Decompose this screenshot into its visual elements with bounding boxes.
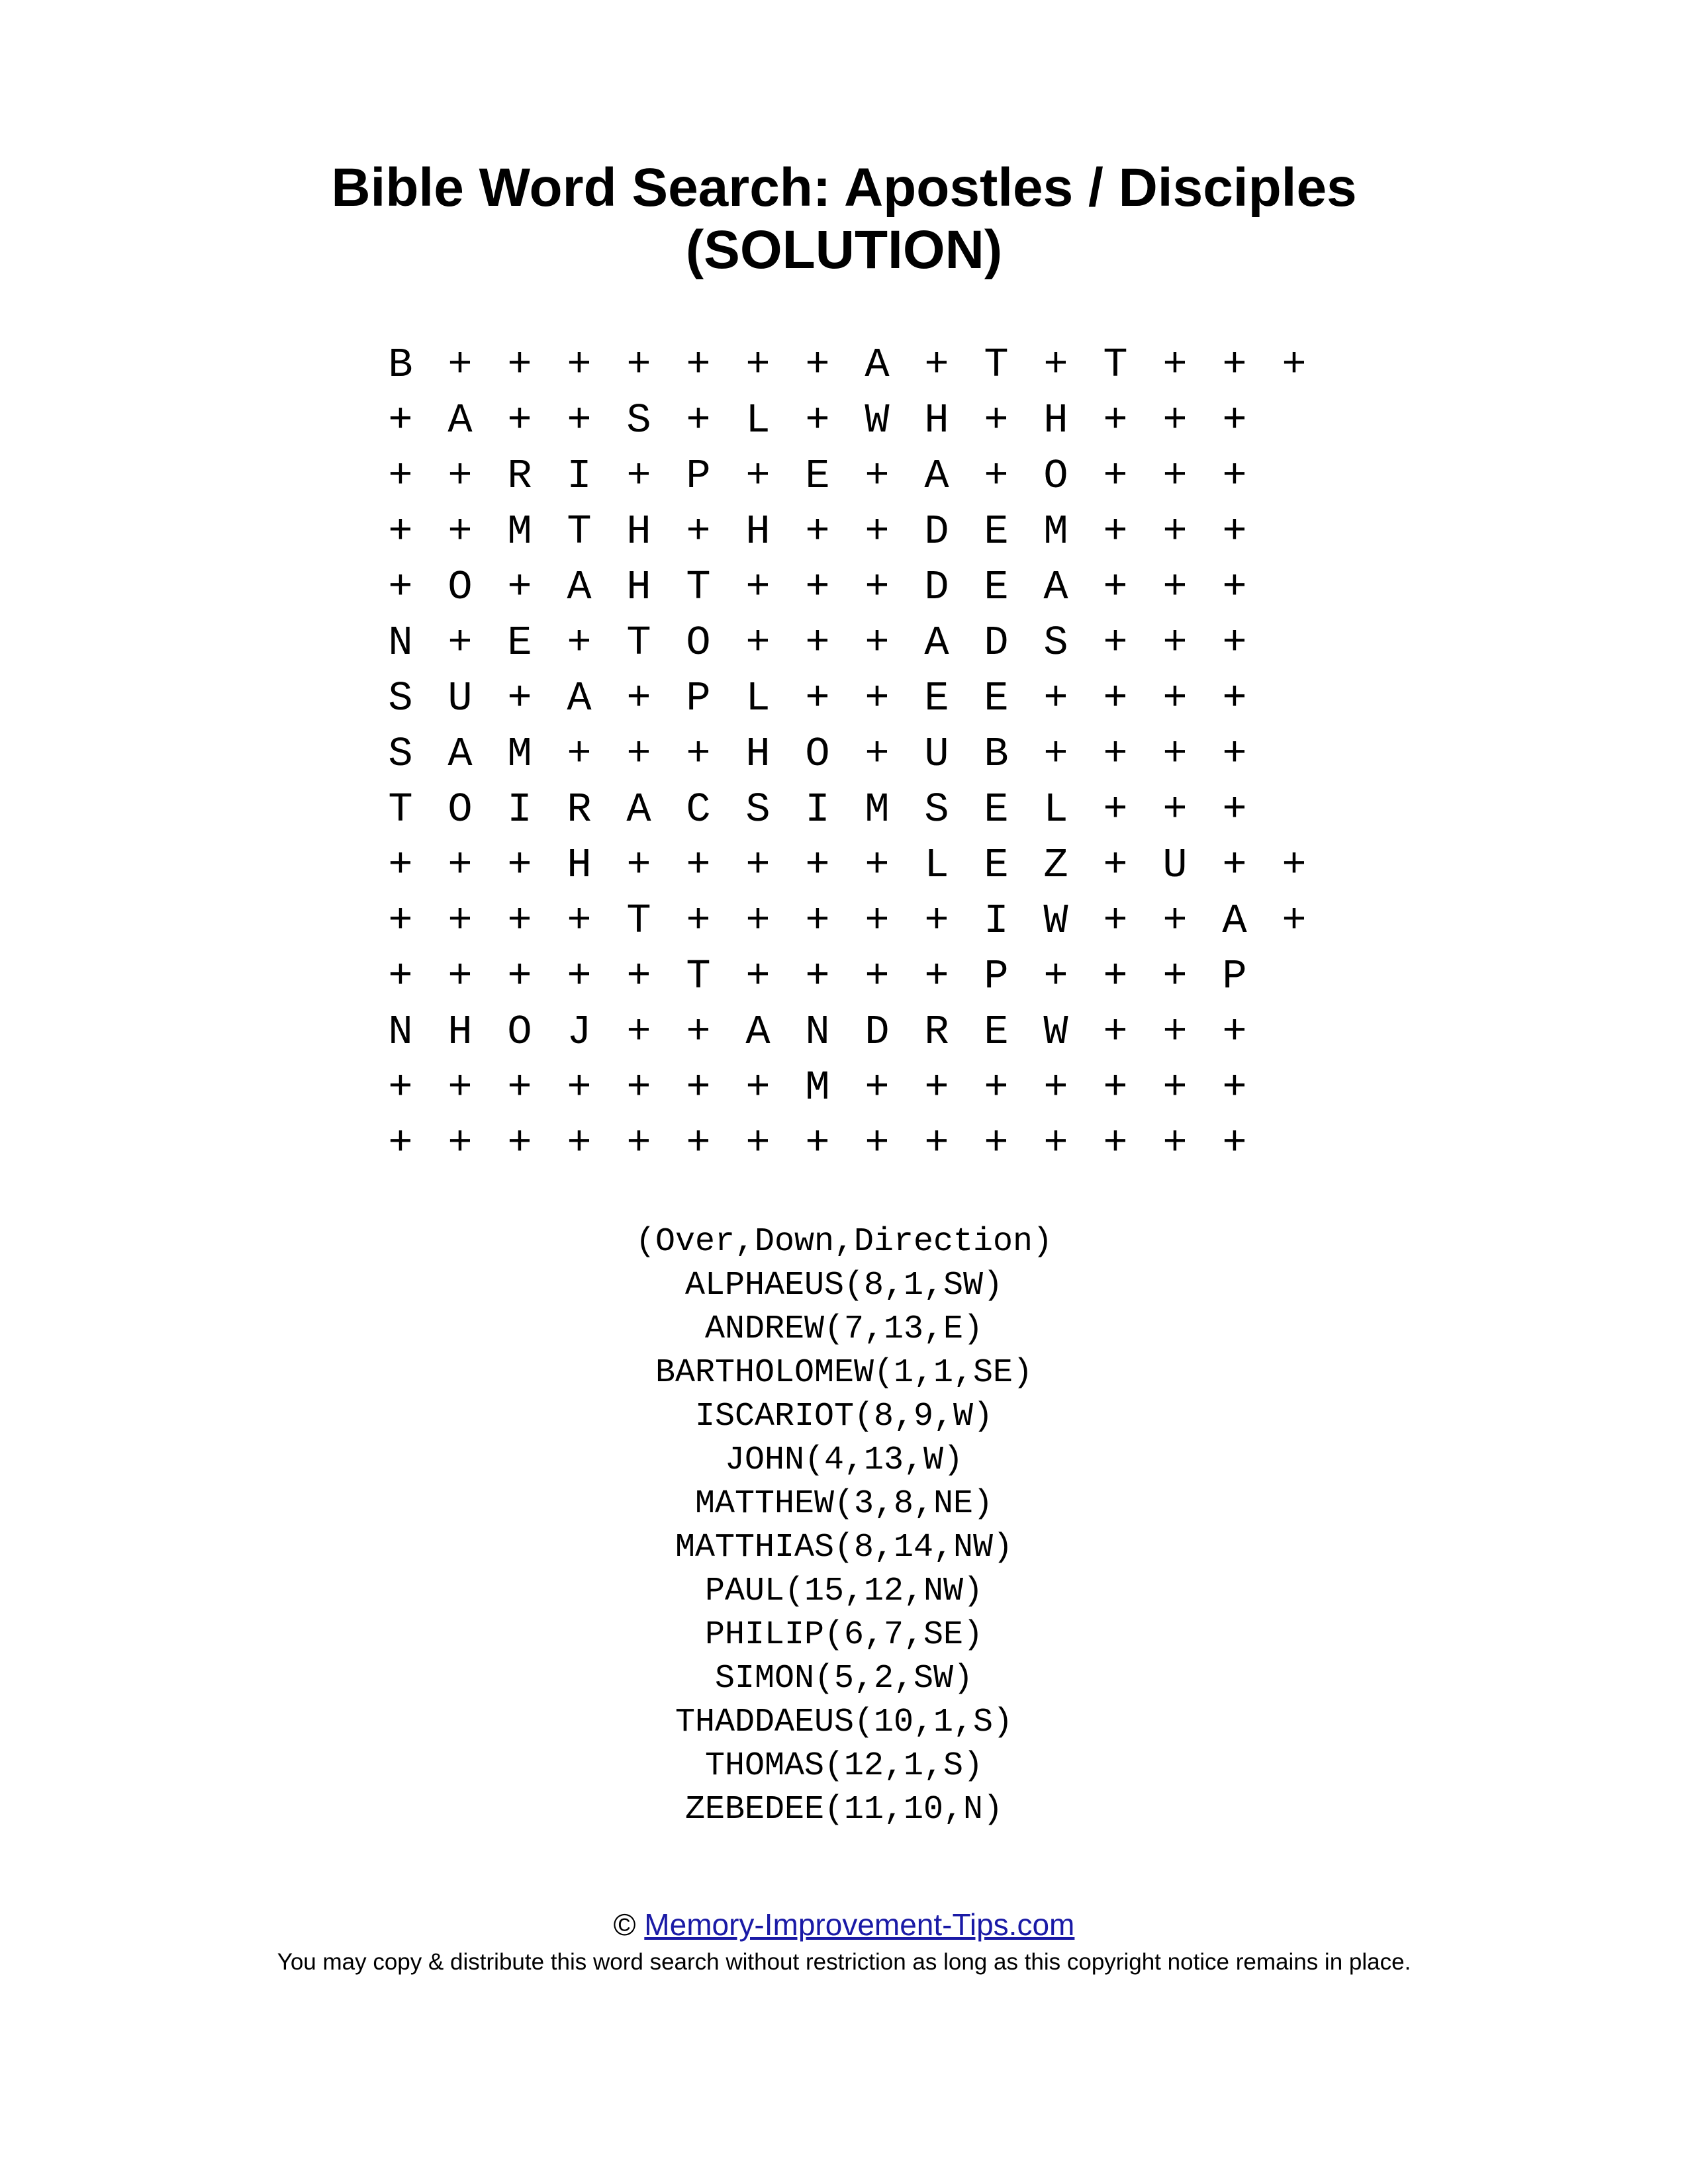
grid-cell: + (447, 953, 473, 1000)
grid-cell: + (686, 842, 711, 889)
grid-cell: + (1282, 842, 1307, 889)
answer-key-entry: MATTHIAS(8,14,NW) (675, 1529, 1013, 1567)
grid-cell: P (686, 675, 711, 722)
grid-cell: + (1103, 897, 1128, 944)
grid-cell: R (924, 1009, 949, 1056)
grid-cell: + (1103, 842, 1128, 889)
grid-cell: + (1103, 564, 1128, 611)
grid-row (371, 727, 1264, 782)
grid-cell: + (686, 1064, 711, 1111)
grid-cell: H (924, 397, 949, 444)
grid-cell: A (1043, 564, 1068, 611)
grid-cell: + (1222, 1009, 1247, 1056)
grid-cell: + (1162, 508, 1188, 555)
grid-cell: + (507, 564, 532, 611)
grid-cell: E (984, 675, 1009, 722)
grid-cell: H (745, 508, 771, 555)
grid-cell: + (626, 1120, 651, 1167)
grid-cell: E (984, 1009, 1009, 1056)
grid-cell: + (1162, 564, 1188, 611)
grid-cell: + (865, 1064, 890, 1111)
grid-cell: + (567, 619, 592, 666)
grid-cell: + (626, 1009, 651, 1056)
grid-cell: + (1103, 953, 1128, 1000)
answer-key-entry: THOMAS(12,1,S) (704, 1747, 984, 1785)
grid-cell: E (507, 619, 532, 666)
grid-cell: + (865, 619, 890, 666)
grid-cell: B (388, 341, 413, 388)
grid-cell: + (567, 731, 592, 778)
grid-cell: H (745, 731, 771, 778)
grid-cell: M (1043, 508, 1068, 555)
answer-key-entry: JOHN(4,13,W) (724, 1441, 964, 1479)
grid-row (371, 393, 1264, 449)
grid-cell: + (1222, 619, 1247, 666)
grid-cell: + (447, 619, 473, 666)
grid-cell: I (984, 897, 1009, 944)
grid-cell: + (447, 1120, 473, 1167)
copyright-line (0, 1906, 1688, 1943)
grid-cell: + (745, 1120, 771, 1167)
grid-cell: + (507, 897, 532, 944)
grid-cell: + (924, 953, 949, 1000)
grid-row (371, 1116, 1264, 1171)
grid-cell: + (1162, 731, 1188, 778)
grid-cell: + (686, 731, 711, 778)
answer-key-list (0, 1264, 1688, 1832)
grid-cell: + (805, 675, 830, 722)
grid-cell: L (1043, 786, 1068, 833)
grid-cell: M (507, 731, 532, 778)
grid-cell: O (507, 1009, 532, 1056)
grid-cell: + (745, 953, 771, 1000)
grid-cell: T (686, 953, 711, 1000)
grid-cell: + (1222, 564, 1247, 611)
grid-cell: + (1103, 1064, 1128, 1111)
grid-cell: + (1103, 453, 1128, 500)
grid-cell: S (388, 731, 413, 778)
grid-cell: T (388, 786, 413, 833)
grid-cell: E (984, 508, 1009, 555)
grid-cell: + (567, 1064, 592, 1111)
grid-cell: N (388, 1009, 413, 1056)
grid-cell: + (1222, 1120, 1247, 1167)
answer-key-entry: PAUL(15,12,NW) (704, 1572, 984, 1610)
grid-cell: L (924, 842, 949, 889)
grid-cell: + (507, 1120, 532, 1167)
grid-cell: I (805, 786, 830, 833)
grid-cell: P (1222, 953, 1247, 1000)
grid-cell: + (924, 341, 949, 388)
answer-key-entry: PHILIP(6,7,SE) (704, 1616, 984, 1654)
grid-cell: + (805, 897, 830, 944)
grid-cell: Z (1043, 842, 1068, 889)
grid-cell: + (626, 953, 651, 1000)
grid-cell: + (507, 675, 532, 722)
answer-key-entry: SIMON(5,2,SW) (714, 1660, 974, 1698)
grid-cell: + (447, 453, 473, 500)
grid-cell: + (626, 453, 651, 500)
grid-cell: D (984, 619, 1009, 666)
grid-row (371, 1060, 1264, 1116)
grid-cell: A (924, 453, 949, 500)
grid-cell: B (984, 731, 1009, 778)
grid-cell: + (865, 675, 890, 722)
grid-cell: + (626, 341, 651, 388)
grid-cell: + (924, 1064, 949, 1111)
grid-cell: A (865, 341, 890, 388)
grid-cell: + (805, 341, 830, 388)
grid-cell: T (567, 508, 592, 555)
grid-cell: H (447, 1009, 473, 1056)
grid-row (371, 893, 1307, 949)
grid-cell: M (805, 1064, 830, 1111)
grid-cell: + (686, 1120, 711, 1167)
answer-key-header: (Over,Down,Direction) (635, 1223, 1053, 1261)
grid-cell: S (745, 786, 771, 833)
grid-cell: + (1222, 731, 1247, 778)
grid-cell: S (1043, 619, 1068, 666)
grid-cell: A (567, 564, 592, 611)
grid-cell: W (865, 397, 890, 444)
grid-cell: M (865, 786, 890, 833)
grid-cell: + (865, 731, 890, 778)
grid-cell: N (388, 619, 413, 666)
grid-cell: A (447, 731, 473, 778)
grid-row (371, 338, 1307, 393)
grid-cell: + (1043, 1120, 1068, 1167)
grid-cell: L (745, 675, 771, 722)
grid-cell: + (686, 1009, 711, 1056)
grid-cell: + (626, 842, 651, 889)
grid-cell: + (1282, 341, 1307, 388)
grid-cell: + (1222, 786, 1247, 833)
grid-cell: + (805, 842, 830, 889)
grid-cell: L (745, 397, 771, 444)
grid-cell: + (626, 1064, 651, 1111)
grid-cell: A (1222, 897, 1247, 944)
grid-cell: W (1043, 897, 1068, 944)
grid-cell: E (984, 786, 1009, 833)
grid-cell: + (388, 897, 413, 944)
grid-cell: + (1222, 397, 1247, 444)
grid-cell: M (507, 508, 532, 555)
grid-cell: + (447, 1064, 473, 1111)
grid-cell: + (567, 341, 592, 388)
answer-key-entry: MATTHEW(3,8,NE) (694, 1485, 994, 1523)
grid-cell: + (805, 508, 830, 555)
grid-row (371, 504, 1264, 560)
copyright-symbol: © (613, 1907, 636, 1942)
grid-row (371, 615, 1264, 671)
grid-cell: T (626, 619, 651, 666)
grid-cell: + (567, 397, 592, 444)
grid-cell: H (1043, 397, 1068, 444)
answer-key-entry: ANDREW(7,13,E) (704, 1310, 984, 1348)
grid-cell: D (865, 1009, 890, 1056)
grid-cell: + (1162, 619, 1188, 666)
grid-cell: + (507, 953, 532, 1000)
grid-cell: T (984, 341, 1009, 388)
grid-cell: T (686, 564, 711, 611)
grid-cell: + (1162, 397, 1188, 444)
grid-cell: + (507, 842, 532, 889)
grid-cell: + (1222, 675, 1247, 722)
grid-cell: + (1103, 731, 1128, 778)
grid-row (371, 449, 1264, 504)
grid-cell: + (447, 897, 473, 944)
grid-row (371, 560, 1264, 615)
copyright-notice: You may copy & distribute this word search without restriction as long as this copyright notice remains in place. (277, 1949, 1411, 1975)
grid-cell: U (447, 675, 473, 722)
grid-cell: + (1222, 453, 1247, 500)
grid-cell: + (1162, 786, 1188, 833)
grid-cell: D (924, 508, 949, 555)
grid-cell: + (984, 1120, 1009, 1167)
grid-cell: + (984, 1064, 1009, 1111)
grid-row (371, 838, 1307, 893)
grid-cell: A (626, 786, 651, 833)
grid-cell: O (447, 564, 473, 611)
grid-cell: + (865, 508, 890, 555)
grid-cell: E (924, 675, 949, 722)
grid-cell: + (1222, 842, 1247, 889)
grid-cell: + (1162, 897, 1188, 944)
grid-cell: U (924, 731, 949, 778)
grid-cell: P (984, 953, 1009, 1000)
grid-cell: + (388, 953, 413, 1000)
grid-cell: R (507, 453, 532, 500)
grid-cell: + (865, 564, 890, 611)
grid-cell: S (388, 675, 413, 722)
answer-key (0, 1220, 1688, 1832)
grid-cell: + (686, 341, 711, 388)
grid-cell: + (686, 897, 711, 944)
grid-cell: + (805, 619, 830, 666)
grid-cell: O (805, 731, 830, 778)
grid-cell: + (745, 842, 771, 889)
grid-cell: + (567, 953, 592, 1000)
grid-cell: + (865, 1120, 890, 1167)
answer-key-entry: ISCARIOT(8,9,W) (694, 1398, 994, 1435)
grid-cell: + (388, 453, 413, 500)
grid-cell: A (924, 619, 949, 666)
grid-cell: + (1103, 1120, 1128, 1167)
grid-cell: + (865, 953, 890, 1000)
grid-cell: T (1103, 341, 1128, 388)
grid-cell: + (626, 675, 651, 722)
grid-cell: A (567, 675, 592, 722)
grid-cell: A (745, 1009, 771, 1056)
grid-cell: + (1162, 675, 1188, 722)
grid-cell: S (626, 397, 651, 444)
answer-key-entry: BARTHOLOMEW(1,1,SE) (655, 1354, 1033, 1392)
grid-cell: T (626, 897, 651, 944)
grid-row (371, 949, 1264, 1005)
grid-cell: A (447, 397, 473, 444)
grid-cell: + (686, 508, 711, 555)
grid-cell: + (924, 897, 949, 944)
grid-cell: + (388, 397, 413, 444)
grid-row (371, 671, 1264, 727)
grid-cell: + (805, 953, 830, 1000)
grid-cell: + (1103, 786, 1128, 833)
site-link[interactable]: Memory-Improvement-Tips.com (644, 1907, 1075, 1942)
grid-cell: + (388, 508, 413, 555)
grid-cell: + (567, 1120, 592, 1167)
grid-cell: + (567, 897, 592, 944)
grid-cell: W (1043, 1009, 1068, 1056)
grid-cell: + (745, 897, 771, 944)
grid-cell: + (1043, 675, 1068, 722)
grid-cell: + (745, 1064, 771, 1111)
grid-cell: R (567, 786, 592, 833)
grid-cell: + (1103, 397, 1128, 444)
grid-cell: + (1043, 341, 1068, 388)
answer-key-entry: ZEBEDEE(11,10,N) (684, 1791, 1004, 1829)
grid-cell: + (1282, 897, 1307, 944)
grid-cell: + (1103, 619, 1128, 666)
grid-cell: + (1103, 1009, 1128, 1056)
grid-cell: + (388, 842, 413, 889)
grid-cell: + (745, 341, 771, 388)
grid-cell: + (924, 1120, 949, 1167)
grid-cell: H (626, 508, 651, 555)
grid-cell: + (447, 341, 473, 388)
grid-cell: N (805, 1009, 830, 1056)
grid-cell: S (924, 786, 949, 833)
grid-cell: + (447, 842, 473, 889)
grid-cell: + (745, 564, 771, 611)
page-subtitle: (SOLUTION) (685, 220, 1003, 280)
answer-key-entry: ALPHAEUS(8,1,SW) (684, 1267, 1004, 1304)
grid-cell: + (507, 1064, 532, 1111)
grid-cell: + (1162, 341, 1188, 388)
grid-cell: O (447, 786, 473, 833)
grid-cell: + (1103, 675, 1128, 722)
grid-cell: + (805, 564, 830, 611)
grid-cell: I (507, 786, 532, 833)
grid-cell: + (388, 564, 413, 611)
grid-cell: + (388, 1064, 413, 1111)
grid-cell: + (1222, 508, 1247, 555)
grid-cell: + (865, 842, 890, 889)
grid-cell: + (1043, 731, 1068, 778)
grid-cell: E (984, 842, 1009, 889)
grid-cell: H (567, 842, 592, 889)
grid-cell: O (1043, 453, 1068, 500)
grid-cell: + (1162, 1120, 1188, 1167)
word-search-grid (371, 338, 1307, 1171)
grid-row (371, 782, 1264, 838)
grid-cell: H (626, 564, 651, 611)
grid-cell: + (507, 341, 532, 388)
grid-cell: + (984, 397, 1009, 444)
grid-cell: + (865, 897, 890, 944)
grid-cell: + (865, 453, 890, 500)
grid-cell: + (507, 397, 532, 444)
answer-key-entry: THADDAEUS(10,1,S) (675, 1704, 1013, 1741)
grid-row (371, 1005, 1264, 1060)
grid-cell: + (626, 731, 651, 778)
grid-cell: + (1162, 1009, 1188, 1056)
grid-cell: + (1222, 1064, 1247, 1111)
grid-cell: D (924, 564, 949, 611)
grid-cell: + (745, 619, 771, 666)
grid-cell: + (388, 1120, 413, 1167)
grid-cell: U (1162, 842, 1188, 889)
grid-cell: + (1162, 453, 1188, 500)
grid-cell: + (1103, 508, 1128, 555)
grid-cell: I (567, 453, 592, 500)
grid-cell: + (984, 453, 1009, 500)
grid-cell: E (984, 564, 1009, 611)
grid-cell: C (686, 786, 711, 833)
grid-cell: + (447, 508, 473, 555)
grid-cell: J (567, 1009, 592, 1056)
grid-cell: + (1162, 1064, 1188, 1111)
grid-cell: O (686, 619, 711, 666)
grid-cell: + (1222, 341, 1247, 388)
grid-cell: + (805, 1120, 830, 1167)
grid-cell: P (686, 453, 711, 500)
grid-cell: + (1043, 1064, 1068, 1111)
grid-cell: + (686, 397, 711, 444)
grid-cell: + (745, 453, 771, 500)
grid-cell: E (805, 453, 830, 500)
grid-cell: + (805, 397, 830, 444)
grid-cell: + (1043, 953, 1068, 1000)
grid-cell: + (1162, 953, 1188, 1000)
page-title: Bible Word Search: Apostles / Disciples (331, 158, 1357, 218)
